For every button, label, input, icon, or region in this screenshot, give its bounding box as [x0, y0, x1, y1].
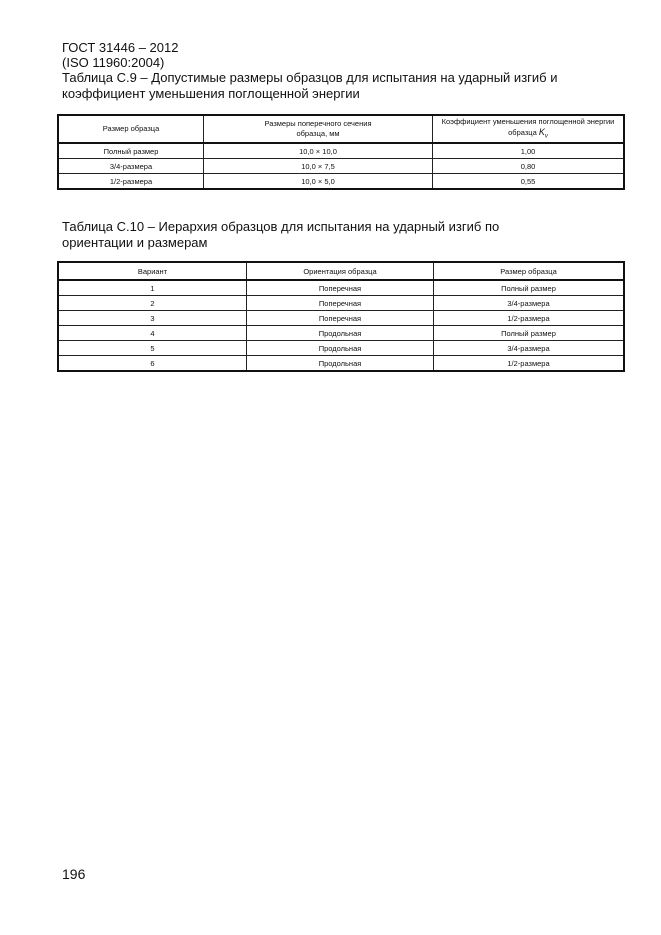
table-cell: 2: [58, 296, 247, 311]
table-row: [58, 356, 624, 372]
table-row: [58, 174, 624, 190]
table-cell: 1,00: [433, 143, 625, 159]
table-row: [58, 326, 624, 341]
table-cell: Полный размер: [434, 326, 625, 341]
table-cell: 0,55: [433, 174, 625, 190]
table-cell: 0,80: [433, 159, 625, 174]
coef-subscript: v: [544, 133, 548, 140]
table10: [57, 261, 625, 372]
table-cell: 10,0 × 10,0: [204, 143, 433, 159]
table-cell: 1/2-размера: [58, 174, 204, 190]
table9-col-size: Размер образца: [58, 115, 204, 143]
table-cell: 3/4-размера: [434, 341, 625, 356]
table-row: [58, 341, 624, 356]
table-cell: Поперечная: [247, 296, 434, 311]
page-number: 196: [62, 866, 86, 882]
table-row: [58, 311, 624, 326]
table-row: [58, 143, 624, 159]
table10-col-variant: Вариант: [58, 262, 247, 280]
table9-col-section-text: Размеры поперечного сечения образца, мм: [264, 119, 372, 138]
table-cell: 10,0 × 7,5: [204, 159, 433, 174]
table-cell: 1/2-размера: [434, 356, 625, 372]
table10-col-size: Размер образца: [434, 262, 625, 280]
table9-col-coef-text: Коэффициент уменьшения поглощенной энергии образца: [441, 116, 615, 137]
table-cell: Продольная: [247, 326, 434, 341]
table-cell: 4: [58, 326, 247, 341]
table9-col-coef: [433, 115, 625, 143]
table-cell: 1: [58, 280, 247, 296]
table-row: [58, 296, 624, 311]
standard-number: ГОСТ 31446 – 2012: [62, 40, 179, 55]
table-cell: 1/2-размера: [434, 311, 625, 326]
table-cell: 3/4-размера: [434, 296, 625, 311]
table-cell: 6: [58, 356, 247, 372]
table-cell: Поперечная: [247, 280, 434, 296]
table-cell: 3: [58, 311, 247, 326]
table10-header-row: [58, 262, 624, 280]
table-cell: Полный размер: [434, 280, 625, 296]
table10-col-orientation: Ориентация образца: [247, 262, 434, 280]
table9-header-row: [58, 115, 624, 143]
table10-caption: Таблица С.10 – Иерархия образцов для испытания на ударный изгиб по ориентации и размерам: [62, 219, 500, 250]
table-cell: Продольная: [247, 341, 434, 356]
table-cell: 10,0 × 5,0: [204, 174, 433, 190]
table-cell: Полный размер: [58, 143, 204, 159]
table9-caption: Таблица С.9 – Допустимые размеры образцов для испытания на ударный изгиб и коэффициент уменьшения поглощенной энергии: [62, 70, 558, 101]
table9: [57, 114, 625, 190]
table-row: [58, 280, 624, 296]
table-cell: 5: [58, 341, 247, 356]
table-cell: Поперечная: [247, 311, 434, 326]
table9-col-section: [204, 115, 433, 143]
iso-reference: (ISO 11960:2004): [62, 55, 165, 70]
table-cell: 3/4-размера: [58, 159, 204, 174]
table-cell: Продольная: [247, 356, 434, 372]
table-row: [58, 159, 624, 174]
coef-symbol: K: [538, 126, 545, 137]
